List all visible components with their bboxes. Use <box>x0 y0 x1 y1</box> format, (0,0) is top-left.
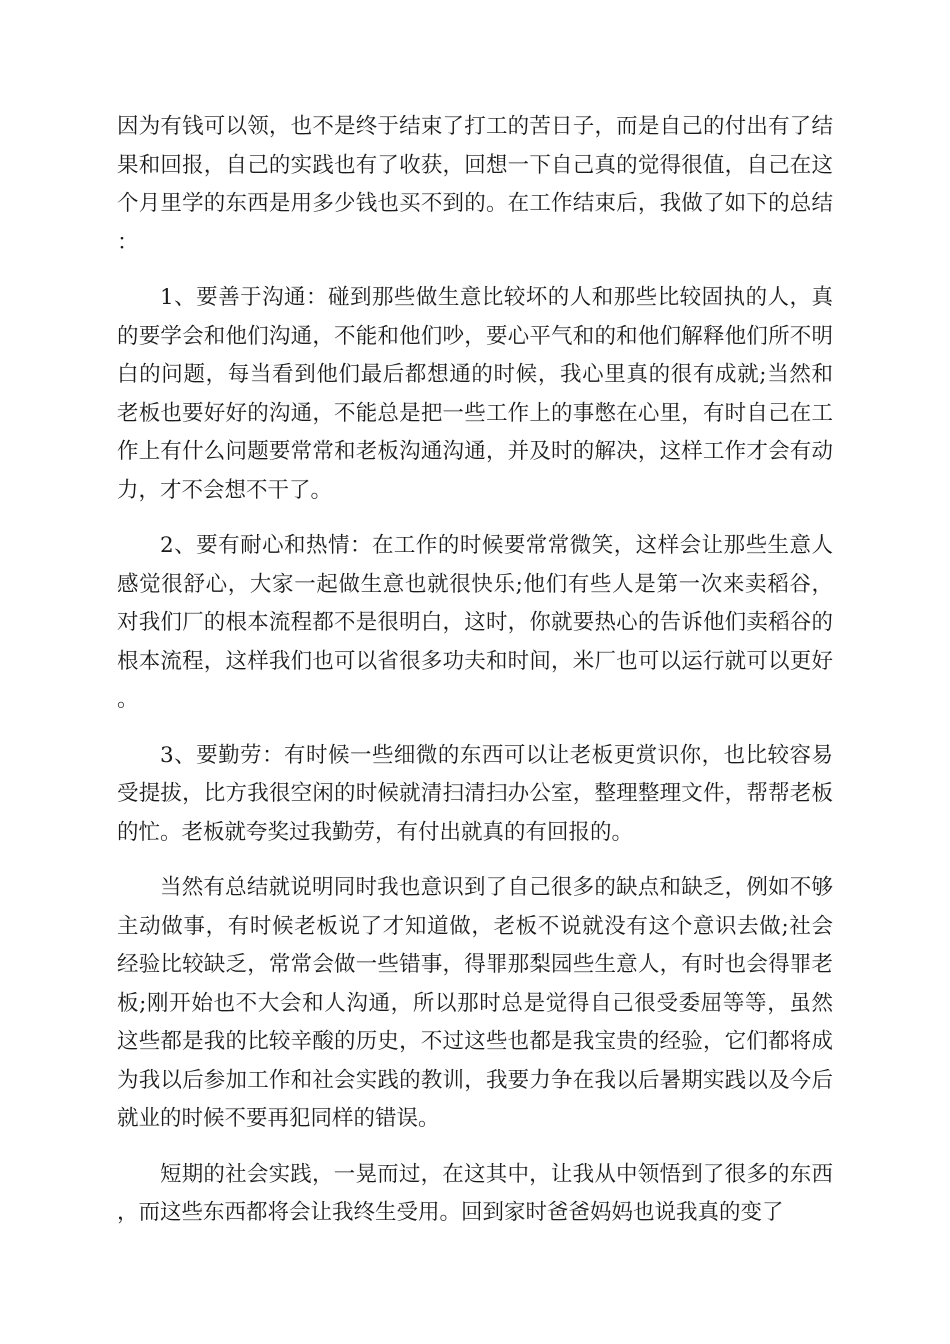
paragraph-intro-continued: 因为有钱可以领，也不是终于结束了打工的苦日子，而是自己的付出有了结果和回报，自己的实践也有了收获，回想一下自己真的觉得很值，自己在这个月里学的东西是用多少钱也买不到的。在工作结束后，我做了如下的总结： <box>117 114 833 255</box>
document-body <box>117 108 833 1233</box>
paragraph-conclusion: 短期的社会实践，一晃而过，在这其中，让我从中领悟到了很多的东西，而这些东西都将会让我终生受用。回到家时爸爸妈妈也说我真的变了 <box>117 1161 833 1225</box>
paragraph-point-communication: 1、要善于沟通：碰到那些做生意比较坏的人和那些比较固执的人，真的要学会和他们沟通，不能和他们吵，要心平气和的和他们解释他们所不明白的问题，每当看到他们最后都想通的时候，我心里真的很有成就;当然和老板也要好好的沟通，不能总是把一些工作上的事憋在心里，有时自己在工作上有什么问题要常常和老板沟通沟通，并及时的解决，这样工作才会有动力，才不会想不干了。 <box>117 285 833 503</box>
paragraph-shortcomings: 当然有总结就说明同时我也意识到了自己很多的缺点和缺乏，例如不够主动做事，有时候老板说了才知道做，老板不说就没有这个意识去做;社会经验比较缺乏，常常会做一些错事，得罪那梨园些生意人，有时也会得罪老板;刚开始也不大会和人沟通，所以那时总是觉得自己很受委屈等等，虽然这些都是我的比较辛酸的历史，不过这些也都是我宝贵的经验，它们都将成为我以后参加工作和社会实践的教训，我要力争在我以后暑期实践以及今后就业的时候不要再犯同样的错误。 <box>117 875 833 1131</box>
paragraph-point-diligence: 3、要勤劳：有时候一些细微的东西可以让老板更赏识你，也比较容易受提拔，比方我很空闲的时候就清扫清扫办公室，整理整理文件，帮帮老板的忙。老板就夸奖过我勤劳，有付出就真的有回报的。 <box>117 742 833 845</box>
paragraph-point-patience: 2、要有耐心和热情：在工作的时候要常常微笑，这样会让那些生意人感觉很舒心，大家一起做生意也就很快乐;他们有些人是第一次来卖稻谷，对我们厂的根本流程都不是很明白，这时，你就要热心的告诉他们卖稻谷的根本流程，这样我们也可以省很多功夫和时间，米厂也可以运行就可以更好。 <box>117 533 833 712</box>
